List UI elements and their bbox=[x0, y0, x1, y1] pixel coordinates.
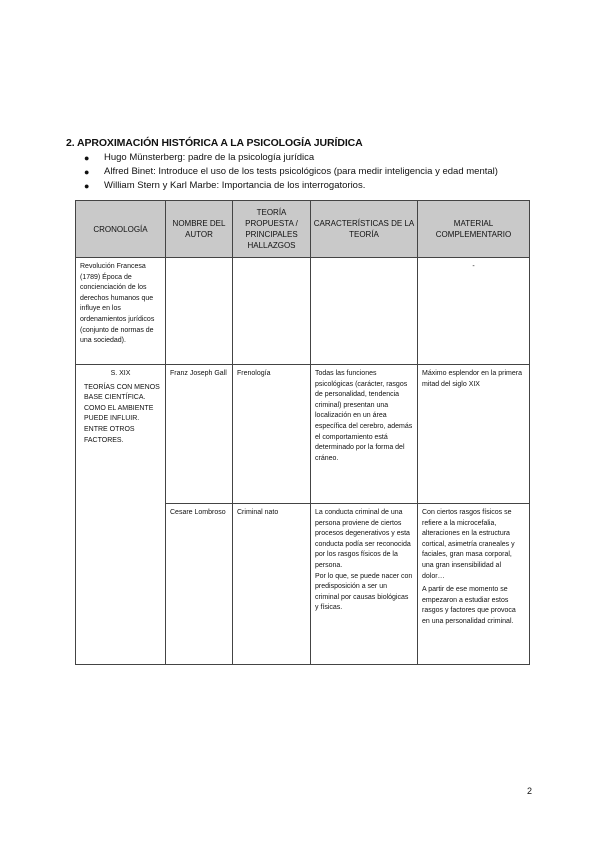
bullet-text: Hugo Münsterberg: padre de la psicología jurídica bbox=[104, 152, 315, 163]
cell-material: Máximo esplendor en la primera mitad del siglo XIX bbox=[418, 365, 530, 504]
page-number: 2 bbox=[527, 786, 533, 796]
cell-caracteristicas bbox=[311, 258, 418, 365]
cell-autor: Franz Joseph Gall bbox=[166, 365, 233, 504]
bullet-list bbox=[80, 151, 498, 193]
cell-material: - bbox=[418, 258, 530, 365]
section-heading: 2. APROXIMACIÓN HISTÓRICA A LA PSICOLOGÍA JURÍDICA bbox=[66, 137, 363, 149]
table-row bbox=[76, 258, 530, 365]
cell-caracteristicas bbox=[311, 504, 418, 665]
bullet-text: Alfred Binet: Introduce el uso de los tests psicológicos (para medir inteligencia y edad mental) bbox=[104, 166, 498, 177]
table-row bbox=[76, 365, 530, 504]
list-item bbox=[80, 179, 498, 193]
header-cronologia: CRONOLOGÍA bbox=[76, 201, 166, 258]
cell-autor bbox=[166, 258, 233, 365]
header-caracteristicas: CARACTERÍSTICAS DE LA TEORÍA bbox=[311, 201, 418, 258]
caracteristicas-paragraph: La conducta criminal de una persona proviene de ciertos procesos degenerativos y esta conducta podía ser reconocida por los rasgos físicos de la persona. bbox=[315, 509, 411, 569]
bullet-icon: ● bbox=[84, 181, 90, 191]
cell-cronologia bbox=[76, 365, 166, 665]
caracteristicas-paragraph: Por lo que, se puede nacer con predisposición a ser un criminal por causas biológicas y físicas. bbox=[315, 572, 413, 612]
material-paragraph: A partir de ese momento se empezaron a estudiar estos rasgos y factores que provoca en una personalidad criminal. bbox=[422, 586, 516, 625]
list-item bbox=[80, 151, 498, 165]
cell-material bbox=[418, 504, 530, 665]
bullet-icon: ● bbox=[84, 153, 90, 163]
cell-teoria: Criminal nato bbox=[233, 504, 311, 665]
bullet-text: William Stern y Karl Marbe: Importancia de los interrogatorios. bbox=[104, 180, 366, 191]
cell-cronologia: Revolución Francesa (1789) Época de concienciación de los derechos humanos que influye en los ordenamientos jurídicos (conjunto de normas de una sociedad). bbox=[76, 258, 166, 365]
cell-autor: Cesare Lombroso bbox=[166, 504, 233, 665]
bullet-icon: ● bbox=[84, 167, 90, 177]
table-header-row bbox=[76, 201, 530, 258]
header-material: MATERIAL COMPLEMENTARIO bbox=[418, 201, 530, 258]
cell-caracteristicas: Todas las funciones psicológicas (carácter, rasgos de personalidad, tendencia criminal) presentan una localización en un área específica del cerebro, además el comportamiento está determinado por la forma del cráneo. bbox=[311, 365, 418, 504]
cell-teoria: Frenología bbox=[233, 365, 311, 504]
material-paragraph: Con ciertos rasgos físicos se refiere a la microcefalia, alteraciones en la estructura cortical, asimetría craneales y faciales, gran masa corporal, una gran insensibilidad al dolor… bbox=[422, 509, 515, 580]
chronology-table bbox=[75, 200, 530, 665]
list-item bbox=[80, 165, 498, 179]
cell-teoria bbox=[233, 258, 311, 365]
era-note: TEORÍAS CON MENOS BASE CIENTÍFICA. COMO EL AMBIENTE PUEDE INFLUIR. ENTRE OTROS FACTORES. bbox=[84, 383, 160, 444]
header-teoria: TEORÍA PROPUESTA / PRINCIPALES HALLAZGOS bbox=[233, 201, 311, 258]
header-autor: NOMBRE DEL AUTOR bbox=[166, 201, 233, 258]
era-label: S. XIX bbox=[110, 370, 131, 377]
